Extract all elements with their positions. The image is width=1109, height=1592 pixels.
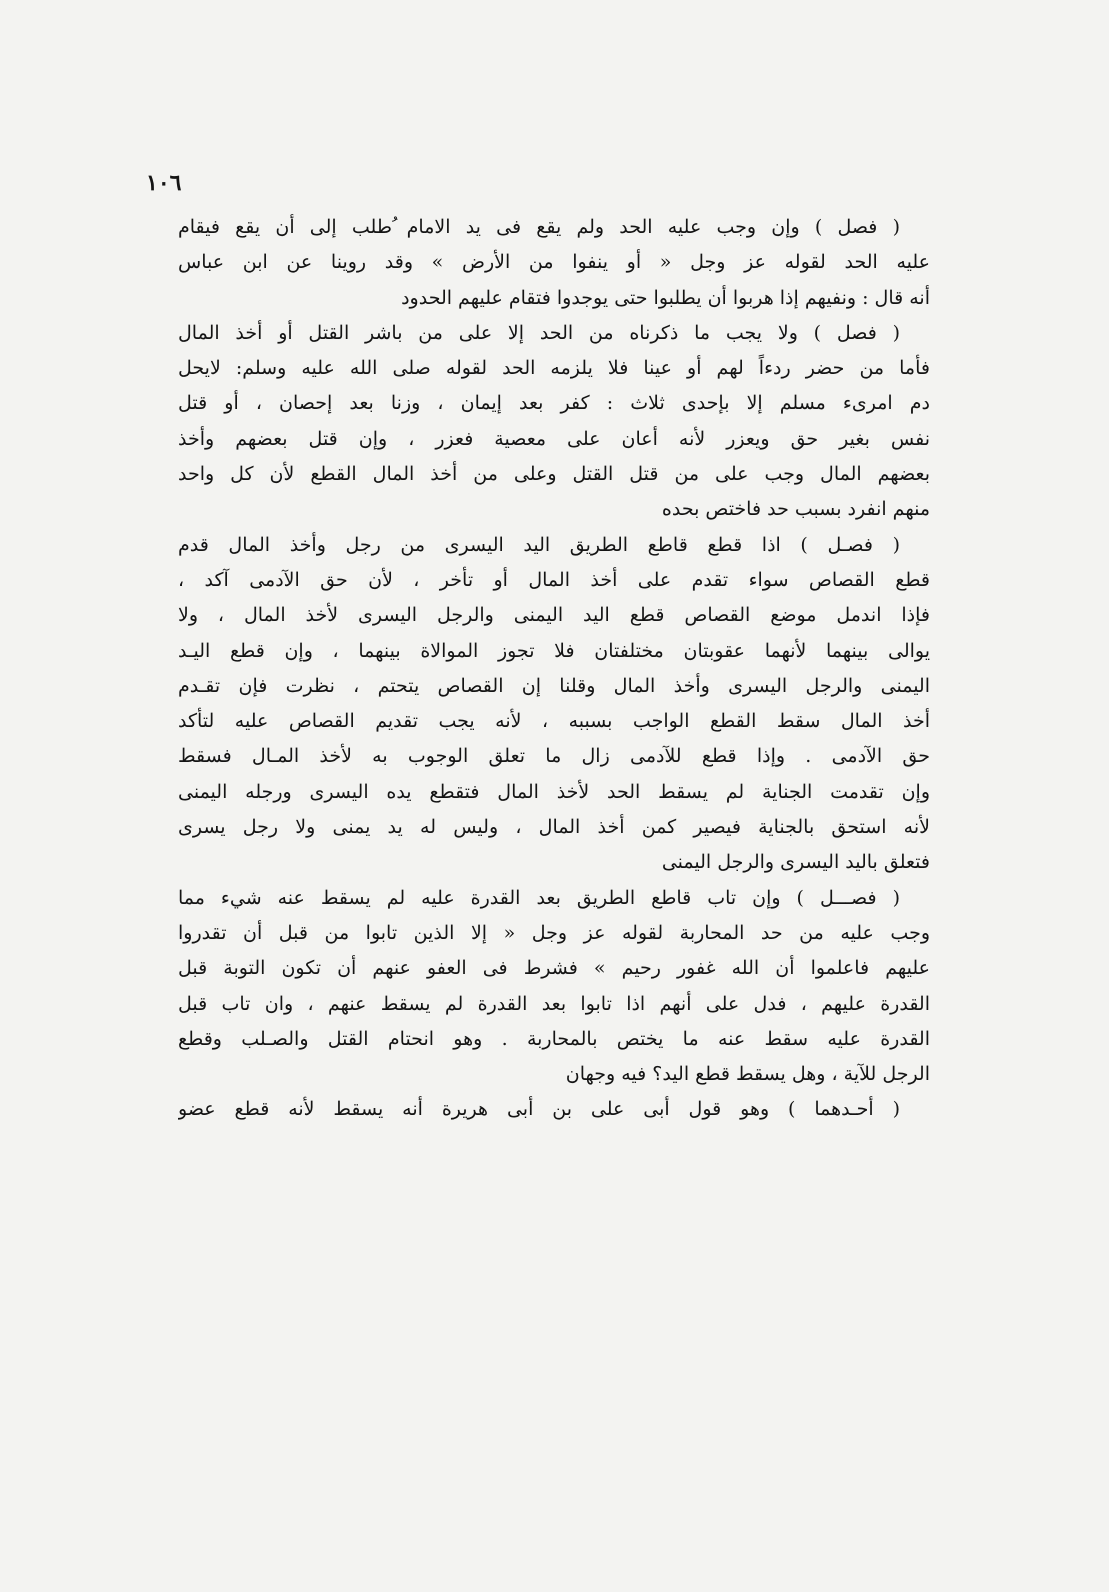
text-line: فأما من حضر ردءاً لهم أو عينا فلا يلزمه الحد لقوله صلى الله عليه وسلم: لايحل	[178, 357, 930, 380]
text-line: عليه الحد لقوله عز وجل « أو ينفوا من الأرض » وقد روينا عن ابن عباس	[178, 251, 930, 274]
text-line: حق الآدمى . وإذا قطع للآدمى زال ما تعلق الوجوب به لأخذ المـال فسقط	[178, 745, 930, 768]
text-line: وجب عليه من حد المحاربة لقوله عز وجل « إلا الذين تابوا من قبل أن تقدروا	[178, 921, 930, 944]
text-line: دم امرىء مسلم إلا بإحدى ثلاث : كفر بعد إيمان ، وزنا بعد إحصان ، أو قتل	[178, 392, 930, 415]
text-line: بعضهم المال وجب على من قتل القتل وعلى من أخذ المال القطع لأن كل واحد	[178, 463, 930, 486]
text-line: القدرة عليه سقط عنه ما يختص بالمحاربة . وهو انحتام القتل والصـلب وقطع	[178, 1027, 930, 1050]
page-number: ١٠٦	[146, 170, 182, 196]
text-line: أخذ المال سقط القطع الواجب بسببه ، لأنه يجب تقديم القصاص عليه لتأكد	[178, 710, 930, 733]
text-line: نفس بغير حق ويعزر لأنه أعان على معصية فعزر ، وإن قتل بعضهم وأخذ	[178, 427, 930, 450]
text-line: ( فصل ) وإن وجب عليه الحد ولم يقع فى يد الامام ُطلب إلى أن يقع فيقام	[178, 216, 900, 238]
text-line: فإذا اندمل موضع القصاص قطع اليد اليمنى والرجل اليسرى لأخذ المال ، ولا	[178, 604, 930, 627]
text-line: ( فصل ) ولا يجب ما ذكرناه من الحد إلا على من باشر القتل أو أخذ المال	[178, 321, 900, 344]
text-line: أنه قال : ونفيهم إذا هربوا أن يطلبوا حتى يوجدوا فتقام عليهم الحدود	[401, 286, 930, 309]
text-line: منهم انفرد بسبب حد فاختص بحده	[661, 498, 930, 521]
body-text	[178, 210, 930, 1128]
text-line: ( فصـل ) اذا قطع قاطع الطريق اليد اليسرى من رجل وأخذ المال قدم	[178, 533, 900, 556]
text-line: الرجل للآية ، وهل يسقط قطع اليد؟ فيه وجهان	[565, 1063, 930, 1086]
text-line: اليمنى والرجل اليسرى وأخذ المال وقلنا إن القصاص يتحتم ، نظرت فإن تقـدم	[178, 674, 930, 697]
text-line: عليهم فاعلموا أن الله غفور رحيم » فشرط فى العفو عنهم أن تكون التوبة قبل	[178, 957, 930, 980]
text-line: ( أحـدهما ) وهو قول أبى على بن أبى هريرة أنه يسقط لأنه قطع عضو	[178, 1098, 900, 1121]
text-line: يوالى بينهما لأنهما عقوبتان مختلفتان فلا تجوز الموالاة بينهما ، وإن قطع اليـد	[178, 639, 930, 662]
text-line: قطع القصاص سواء تقدم على أخذ المال أو تأخر ، لأن حق الآدمى آكد ،	[178, 568, 930, 591]
text-line: ( فصـــل ) وإن تاب قاطع الطريق بعد القدرة عليه لم يسقط عنه شيء مما	[178, 886, 900, 909]
text-line: لأنه استحق بالجناية فيصير كمن أخذ المال ، وليس له يد يمنى ولا رجل يسرى	[178, 816, 930, 839]
text-line: فتعلق باليد اليسرى والرجل اليمنى	[661, 851, 930, 874]
text-line: وإن تقدمت الجناية لم يسقط الحد لأخذ المال فتقطع يده اليسرى ورجله اليمنى	[178, 780, 930, 803]
text-line: القدرة عليهم ، فدل على أنهم اذا تابوا بعد القدرة لم يسقط عنهم ، وان تاب قبل	[178, 992, 930, 1015]
